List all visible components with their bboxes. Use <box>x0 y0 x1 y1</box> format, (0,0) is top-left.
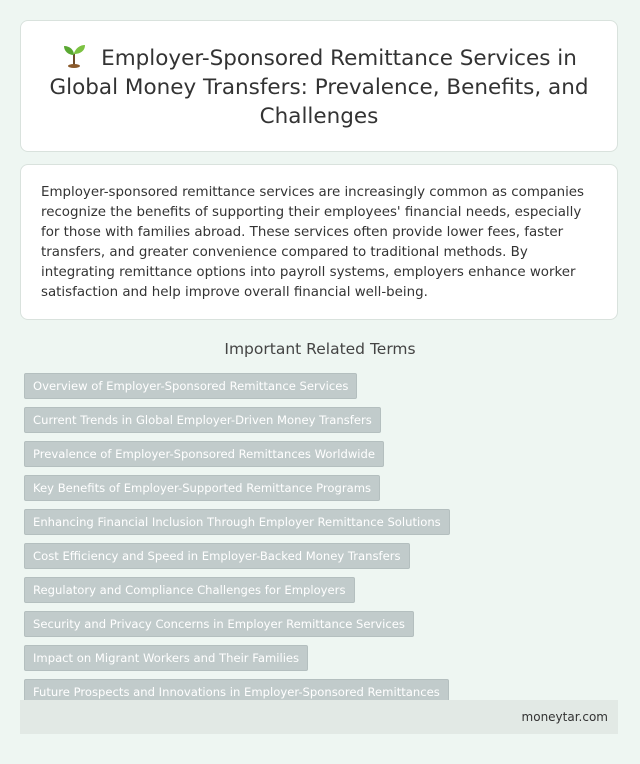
related-term-link[interactable]: Cost Efficiency and Speed in Employer-Backed Money Transfers <box>24 543 410 569</box>
related-term-link[interactable]: Overview of Employer-Sponsored Remittance Services <box>24 373 357 399</box>
related-term-link[interactable]: Enhancing Financial Inclusion Through Employer Remittance Solutions <box>24 509 450 535</box>
description-card <box>20 164 618 320</box>
footer <box>20 700 618 734</box>
title-text: Employer-Sponsored Remittance Services in Global Money Transfers: Prevalence, Benefits, and Challenges <box>49 45 589 129</box>
related-term-link[interactable]: Future Prospects and Innovations in Employer-Sponsored Remittances <box>24 679 449 705</box>
related-term-link[interactable]: Current Trends in Global Employer-Driven Money Transfers <box>24 407 381 433</box>
related-term-link[interactable]: Security and Privacy Concerns in Employer Remittance Services <box>24 611 414 637</box>
description-text: Employer-sponsored remittance services are increasingly common as companies recognize the benefits of supporting their employees' financial needs, especially for those with families abroad. These services often provide lower fees, faster transfers, and greater convenience compared to traditional methods. By integrating remittance options into payroll systems, employers enhance worker satisfaction and help improve overall financial well-being. <box>41 185 585 300</box>
sprout-icon <box>61 42 87 68</box>
related-terms-heading: Important Related Terms <box>224 340 416 358</box>
related-term-link[interactable]: Regulatory and Compliance Challenges for Employers <box>24 577 355 603</box>
related-terms-list <box>24 373 624 713</box>
footer-site-link[interactable]: moneytar.com <box>521 710 608 724</box>
related-term-link[interactable]: Key Benefits of Employer-Supported Remittance Programs <box>24 475 380 501</box>
title-card <box>20 20 618 152</box>
related-term-link[interactable]: Prevalence of Employer-Sponsored Remittances Worldwide <box>24 441 384 467</box>
related-term-link[interactable]: Impact on Migrant Workers and Their Families <box>24 645 308 671</box>
page-title <box>21 42 617 131</box>
